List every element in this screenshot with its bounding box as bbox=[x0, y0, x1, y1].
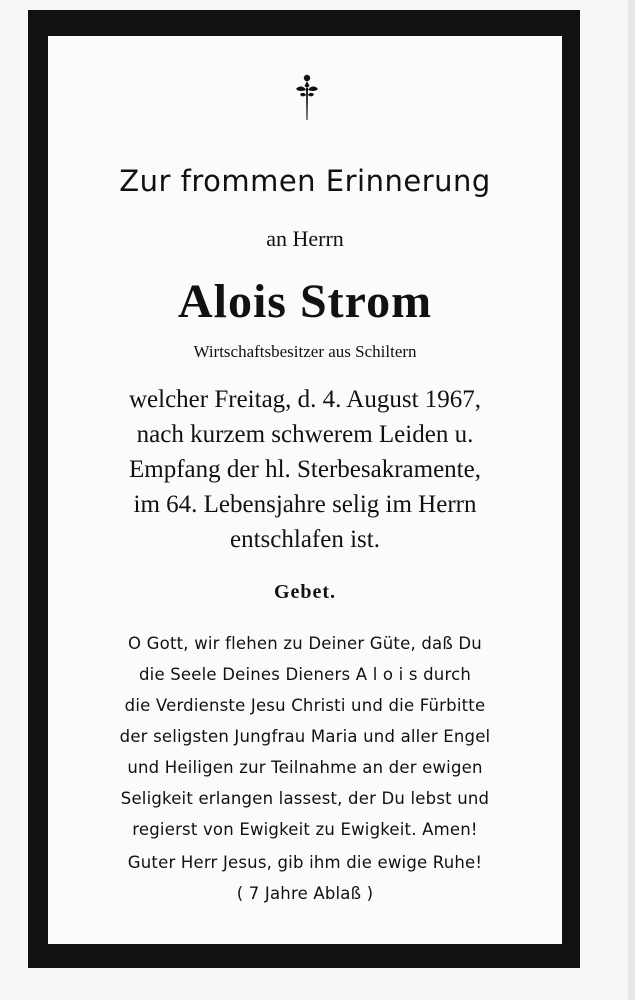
prayer-line-4: der seligsten Jungfrau Maria und aller Engel bbox=[119, 727, 491, 746]
prayer-line-5: und Heiligen zur Teilnahme an der ewigen bbox=[127, 758, 483, 777]
scan-edge bbox=[628, 0, 635, 1000]
death-notice-line-5: entschlafen ist. bbox=[230, 526, 380, 553]
prayer-line-3: die Verdienste Jesu Christi und die Fürbitte bbox=[124, 696, 486, 715]
prayer-line-6: Seligkeit erlangen lassest, der Du lebst und bbox=[120, 789, 490, 808]
prayer-line-7: regierst von Ewigkeit zu Ewigkeit. Amen! bbox=[132, 820, 478, 839]
death-notice-line-3: Empfang der hl. Sterbesakramente, bbox=[129, 456, 481, 483]
death-notice-line-1: welcher Freitag, d. 4. August 1967, bbox=[128, 386, 482, 413]
occupation-line: Wirtschaftsbesitzer aus Schiltern bbox=[193, 342, 417, 361]
card-paper bbox=[48, 36, 562, 944]
prayer-line-1: O Gott, wir flehen zu Deiner Güte, daß Du bbox=[128, 634, 482, 653]
prayer-heading: Gebet. bbox=[273, 581, 337, 603]
death-notice-line-4: im 64. Lebensjahre selig im Herrn bbox=[133, 491, 477, 518]
indulgence-note: ( 7 Jahre Ablaß ) bbox=[236, 884, 374, 903]
prayer-line-2: die Seele Deines Dieners A l o i s durch bbox=[138, 665, 472, 684]
death-notice-line-2: nach kurzem schwerem Leiden u. bbox=[136, 421, 474, 448]
prayer-line-8: Guter Herr Jesus, gib ihm die ewige Ruhe! bbox=[127, 853, 483, 872]
card-title: Zur frommen Erinnerung bbox=[119, 164, 491, 198]
cross-icon bbox=[294, 74, 320, 122]
deceased-name: Alois Strom bbox=[177, 275, 433, 328]
salutation: an Herrn bbox=[266, 226, 344, 251]
mourning-border bbox=[28, 10, 580, 968]
